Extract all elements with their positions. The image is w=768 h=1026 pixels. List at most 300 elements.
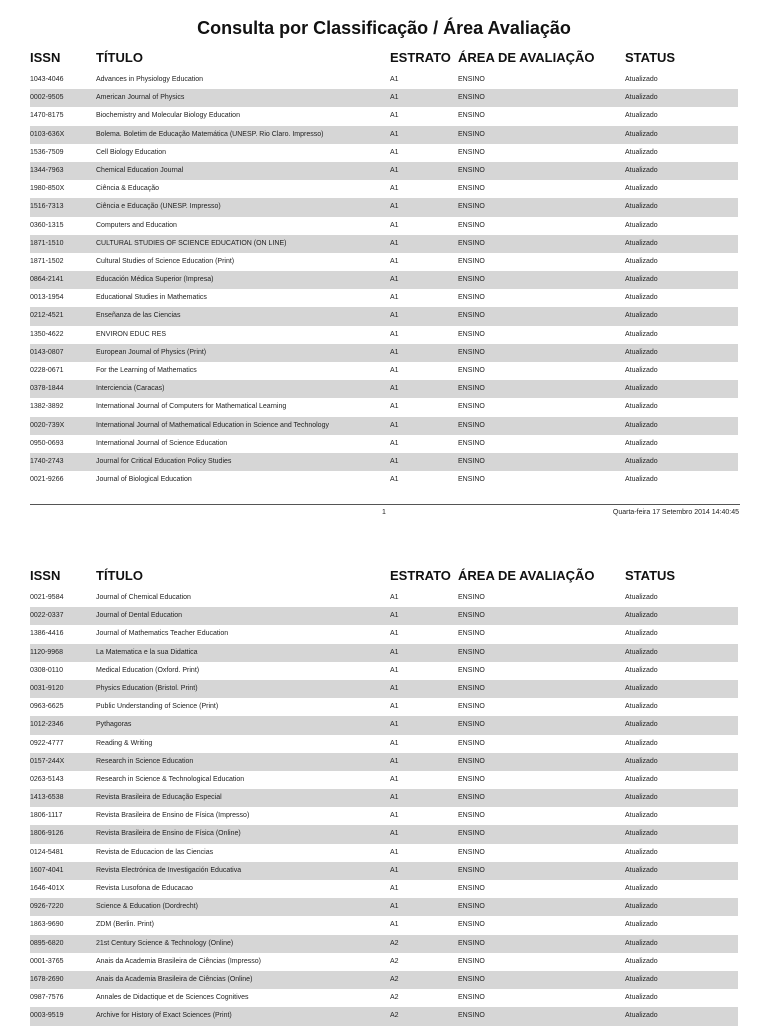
cell-area: ENSINO <box>458 666 485 674</box>
cell-estrato: A1 <box>390 457 399 465</box>
cell-estrato: A1 <box>390 166 399 174</box>
table-row <box>30 607 738 625</box>
cell-area: ENSINO <box>458 1012 485 1020</box>
footer-timestamp: Quarta-feira 17 Setembro 2014 14:40:45 <box>612 509 739 516</box>
cell-status: Atualizado <box>625 594 658 601</box>
cell-estrato: A1 <box>390 594 399 601</box>
cell-estrato: A1 <box>390 648 399 656</box>
cell-issn: 1536-7509 <box>30 148 64 156</box>
cell-issn: 0950-0693 <box>30 439 64 447</box>
cell-titulo: Revista de Educacion de las Ciencias <box>96 848 214 856</box>
cell-area: ENSINO <box>458 866 485 874</box>
cell-issn: 0003-9519 <box>30 1012 64 1020</box>
cell-status: Atualizado <box>625 830 658 838</box>
cell-status: Atualizado <box>625 630 658 638</box>
cell-estrato: A1 <box>390 866 399 874</box>
table-row <box>30 235 738 253</box>
cell-titulo: Annales de Didactique et de Sciences Cognitives <box>96 994 249 1002</box>
cell-estrato: A1 <box>390 130 399 138</box>
cell-estrato: A1 <box>390 812 399 820</box>
cell-titulo: Physics Education (Bristol. Print) <box>96 684 198 692</box>
cell-status: Atualizado <box>625 476 658 484</box>
cell-titulo: Pythagoras <box>96 721 132 729</box>
cell-issn: 0020-739X <box>30 421 65 429</box>
cell-status: Atualizado <box>625 957 658 965</box>
column-header-titulo: TÍTULO <box>96 568 143 583</box>
cell-titulo: ZDM (Berlin. Print) <box>96 921 154 929</box>
cell-area: ENSINO <box>458 257 485 265</box>
cell-area: ENSINO <box>458 112 485 120</box>
cell-status: Atualizado <box>625 257 658 265</box>
cell-area: ENSINO <box>458 848 485 856</box>
cell-area: ENSINO <box>458 276 485 284</box>
table-row <box>30 971 738 989</box>
cell-status: Atualizado <box>625 330 658 338</box>
cell-status: Atualizado <box>625 421 658 429</box>
cell-status: Atualizado <box>625 385 658 393</box>
cell-estrato: A1 <box>390 421 399 429</box>
cell-area: ENSINO <box>458 457 485 465</box>
cell-titulo: Advances in Physiology Education <box>96 76 204 83</box>
table-row <box>30 662 738 680</box>
report-page-2 <box>30 566 738 1026</box>
cell-titulo: Journal of Chemical Education <box>96 594 191 601</box>
cell-status: Atualizado <box>625 348 658 356</box>
cell-status: Atualizado <box>625 648 658 656</box>
cell-area: ENSINO <box>458 385 485 393</box>
table-row <box>30 344 738 362</box>
table-row <box>30 625 738 643</box>
cell-status: Atualizado <box>625 921 658 929</box>
cell-area: ENSINO <box>458 757 485 765</box>
cell-titulo: Journal of Dental Education <box>96 612 182 620</box>
cell-status: Atualizado <box>625 312 658 320</box>
cell-area: ENSINO <box>458 312 485 320</box>
cell-area: ENSINO <box>458 794 485 802</box>
cell-issn: 1413-6538 <box>30 794 64 802</box>
column-header-area: ÁREA DE AVALIAÇÃO <box>458 50 595 65</box>
cell-estrato: A1 <box>390 848 399 856</box>
cell-issn: 0001-3765 <box>30 957 64 965</box>
table-header <box>30 48 738 70</box>
table-row <box>30 180 738 198</box>
cell-status: Atualizado <box>625 684 658 692</box>
cell-issn: 0002-9505 <box>30 94 64 102</box>
cell-area: ENSINO <box>458 367 485 374</box>
cell-issn: 0360-1315 <box>30 221 64 229</box>
cell-area: ENSINO <box>458 721 485 729</box>
cell-issn: 0263-5143 <box>30 775 64 783</box>
report-title: Consulta por Classificação / Área Avaliação <box>197 18 571 38</box>
cell-estrato: A1 <box>390 903 399 911</box>
table-row <box>30 825 738 843</box>
cell-estrato: A1 <box>390 439 399 447</box>
cell-status: Atualizado <box>625 739 658 747</box>
cell-titulo: Ciência e Educação (UNESP. Impresso) <box>96 203 221 211</box>
cell-area: ENSINO <box>458 939 485 947</box>
cell-status: Atualizado <box>625 367 658 374</box>
cell-status: Atualizado <box>625 666 658 674</box>
cell-issn: 0103-636X <box>30 130 65 138</box>
cell-estrato: A1 <box>390 757 399 765</box>
table-row <box>30 144 738 162</box>
cell-area: ENSINO <box>458 903 485 911</box>
cell-titulo: Revista Brasileira de Educação Especial <box>96 794 222 802</box>
cell-status: Atualizado <box>625 721 658 729</box>
column-header-status: STATUS <box>625 50 676 65</box>
cell-estrato: A1 <box>390 630 399 638</box>
cell-titulo: Cultural Studies of Science Education (Print) <box>96 257 235 265</box>
cell-issn: 1740-2743 <box>30 457 64 465</box>
table-row <box>30 807 738 825</box>
cell-titulo: Anais da Academia Brasileira de Ciências (Impresso) <box>96 957 261 965</box>
table-row <box>30 435 738 453</box>
cell-status: Atualizado <box>625 994 658 1002</box>
cell-issn: 1043-4046 <box>30 76 64 83</box>
cell-titulo: Chemical Education Journal <box>96 166 184 174</box>
cell-area: ENSINO <box>458 148 485 156</box>
cell-titulo: Computers and Education <box>96 221 177 229</box>
cell-area: ENSINO <box>458 294 485 302</box>
cell-status: Atualizado <box>625 439 658 447</box>
cell-titulo: International Journal of Mathematical Education in Science and Technology <box>96 421 329 429</box>
table-row <box>30 362 738 380</box>
cell-estrato: A1 <box>390 330 399 338</box>
cell-issn: 0124-5481 <box>30 848 64 856</box>
cell-issn: 1607-4041 <box>30 866 64 874</box>
cell-area: ENSINO <box>458 203 485 211</box>
table-row <box>30 844 738 862</box>
cell-estrato: A1 <box>390 294 399 302</box>
cell-area: ENSINO <box>458 885 485 892</box>
cell-titulo: Journal of Biological Education <box>96 476 192 484</box>
cell-estrato: A1 <box>390 885 399 892</box>
cell-issn: 1516-7313 <box>30 203 64 211</box>
cell-estrato: A1 <box>390 703 399 711</box>
cell-status: Atualizado <box>625 239 658 247</box>
cell-status: Atualizado <box>625 775 658 783</box>
cell-status: Atualizado <box>625 148 658 156</box>
cell-titulo: International Journal of Computers for Mathematical Learning <box>96 403 287 411</box>
cell-issn: 1646-401X <box>30 885 65 892</box>
table-row <box>30 71 738 89</box>
table-row <box>30 753 738 771</box>
cell-titulo: Biochemistry and Molecular Biology Education <box>96 112 240 120</box>
cell-issn: 0143-0807 <box>30 348 64 356</box>
column-header-issn: ISSN <box>30 50 61 65</box>
cell-titulo: Archive for History of Exact Sciences (Print) <box>96 1012 232 1020</box>
cell-titulo: Revista Brasileira de Ensino de Física (Online) <box>96 830 241 838</box>
cell-status: Atualizado <box>625 848 658 856</box>
cell-status: Atualizado <box>625 757 658 765</box>
table-row <box>30 771 738 789</box>
table-row <box>30 789 738 807</box>
table-row <box>30 326 738 344</box>
cell-issn: 1470-8175 <box>30 112 64 120</box>
table-row <box>30 1007 738 1025</box>
cell-titulo: CULTURAL STUDIES OF SCIENCE EDUCATION (ON LINE) <box>96 239 287 247</box>
cell-status: Atualizado <box>625 130 658 138</box>
cell-status: Atualizado <box>625 885 658 892</box>
cell-titulo: Bolema. Boletim de Educação Matemática (UNESP. Rio Claro. Impresso) <box>96 130 324 138</box>
cell-estrato: A1 <box>390 739 399 747</box>
cell-issn: 0031-9120 <box>30 684 64 692</box>
cell-area: ENSINO <box>458 594 485 601</box>
cell-area: ENSINO <box>458 812 485 820</box>
cell-titulo: Science & Education (Dordrecht) <box>96 903 198 911</box>
cell-estrato: A1 <box>390 775 399 783</box>
cell-estrato: A1 <box>390 148 399 156</box>
table-row <box>30 417 738 435</box>
cell-estrato: A1 <box>390 112 399 120</box>
cell-titulo: American Journal of Physics <box>96 94 185 102</box>
footer-divider <box>30 504 740 505</box>
cell-area: ENSINO <box>458 330 485 338</box>
cell-status: Atualizado <box>625 812 658 820</box>
cell-titulo: Cell Biology Education <box>96 148 167 156</box>
table-row <box>30 680 738 698</box>
cell-titulo: For the Learning of Mathematics <box>96 367 197 374</box>
table-row <box>30 698 738 716</box>
cell-titulo: Ciência & Educação <box>96 185 160 193</box>
cell-status: Atualizado <box>625 457 658 465</box>
table-row <box>30 644 738 662</box>
cell-titulo: Journal of Mathematics Teacher Education <box>96 630 229 638</box>
column-header-estrato: ESTRATO <box>390 568 451 583</box>
table-row <box>30 716 738 734</box>
cell-titulo: Revista Electrónica de Investigación Educativa <box>96 866 242 874</box>
cell-titulo: European Journal of Physics (Print) <box>96 348 207 356</box>
cell-area: ENSINO <box>458 648 485 656</box>
cell-area: ENSINO <box>458 439 485 447</box>
cell-area: ENSINO <box>458 630 485 638</box>
cell-status: Atualizado <box>625 94 658 102</box>
cell-estrato: A1 <box>390 684 399 692</box>
cell-issn: 1120-9968 <box>30 648 63 656</box>
cell-estrato: A1 <box>390 257 399 265</box>
cell-issn: 0378-1844 <box>30 385 64 393</box>
cell-area: ENSINO <box>458 957 485 965</box>
table-row <box>30 471 738 489</box>
cell-status: Atualizado <box>625 794 658 802</box>
cell-issn: 0922-4777 <box>30 739 64 747</box>
table-row <box>30 453 738 471</box>
cell-status: Atualizado <box>625 166 658 174</box>
cell-estrato: A1 <box>390 612 399 620</box>
cell-estrato: A1 <box>390 94 399 102</box>
cell-issn: 1678-2690 <box>30 975 64 983</box>
cell-titulo: Educación Médica Superior (Impresa) <box>96 276 214 284</box>
column-header-titulo: TÍTULO <box>96 50 143 65</box>
cell-issn: 1980-850X <box>30 185 65 193</box>
table-row <box>30 271 738 289</box>
cell-titulo: Research in Science & Technological Education <box>96 775 245 783</box>
cell-issn: 1350-4622 <box>30 330 64 338</box>
cell-issn: 0021-9584 <box>30 594 64 601</box>
cell-titulo: Reading & Writing <box>96 739 153 747</box>
cell-status: Atualizado <box>625 185 658 193</box>
cell-area: ENSINO <box>458 94 485 102</box>
cell-estrato: A1 <box>390 666 399 674</box>
cell-status: Atualizado <box>625 1012 658 1020</box>
cell-estrato: A1 <box>390 367 399 374</box>
table-row <box>30 989 738 1007</box>
column-header-area: ÁREA DE AVALIAÇÃO <box>458 568 595 583</box>
table-row <box>30 398 738 416</box>
cell-estrato: A2 <box>390 994 399 1002</box>
cell-status: Atualizado <box>625 866 658 874</box>
table-row <box>30 953 738 971</box>
cell-estrato: A1 <box>390 76 399 83</box>
report-page-1 <box>30 48 738 489</box>
cell-estrato: A2 <box>390 939 399 947</box>
table-row <box>30 89 738 107</box>
table-row <box>30 862 738 880</box>
table-row <box>30 126 738 144</box>
cell-titulo: ENVIRON EDUC RES <box>96 330 167 338</box>
cell-status: Atualizado <box>625 112 658 120</box>
cell-status: Atualizado <box>625 703 658 711</box>
table-row <box>30 380 738 398</box>
cell-issn: 1012-2346 <box>30 721 64 729</box>
table-row <box>30 935 738 953</box>
cell-issn: 1871-1502 <box>30 257 64 265</box>
cell-status: Atualizado <box>625 76 658 83</box>
cell-area: ENSINO <box>458 612 485 620</box>
cell-issn: 0987-7576 <box>30 994 64 1002</box>
cell-issn: 0926-7220 <box>30 903 64 911</box>
cell-estrato: A2 <box>390 957 399 965</box>
cell-area: ENSINO <box>458 975 485 983</box>
cell-issn: 0021-9266 <box>30 476 64 484</box>
cell-issn: 1863-9690 <box>30 921 64 929</box>
cell-area: ENSINO <box>458 403 485 411</box>
cell-area: ENSINO <box>458 166 485 174</box>
cell-estrato: A1 <box>390 221 399 229</box>
table-header <box>30 566 738 588</box>
table-row <box>30 289 738 307</box>
cell-status: Atualizado <box>625 276 658 284</box>
cell-issn: 1382-3892 <box>30 403 64 411</box>
cell-status: Atualizado <box>625 294 658 302</box>
table-body <box>30 589 738 1026</box>
cell-area: ENSINO <box>458 476 485 484</box>
table-row <box>30 198 738 216</box>
cell-area: ENSINO <box>458 421 485 429</box>
footer-page-number: 1 <box>382 509 386 516</box>
cell-area: ENSINO <box>458 775 485 783</box>
cell-titulo: Research in Science Education <box>96 757 194 765</box>
table-body <box>30 71 738 489</box>
cell-estrato: A1 <box>390 921 399 929</box>
cell-area: ENSINO <box>458 76 485 83</box>
cell-titulo: Revista Lusofona de Educacao <box>96 885 193 892</box>
cell-titulo: Interciencia (Caracas) <box>96 385 165 393</box>
table-row <box>30 735 738 753</box>
cell-status: Atualizado <box>625 403 658 411</box>
table-row <box>30 916 738 934</box>
cell-titulo: Journal for Critical Education Policy Studies <box>96 457 232 465</box>
cell-area: ENSINO <box>458 684 485 692</box>
table-row <box>30 217 738 235</box>
table-row <box>30 253 738 271</box>
cell-issn: 0963-6625 <box>30 703 64 711</box>
cell-titulo: Enseñanza de las Ciencias <box>96 312 181 320</box>
table-row <box>30 107 738 125</box>
cell-issn: 0013-1954 <box>30 294 64 302</box>
cell-status: Atualizado <box>625 221 658 229</box>
cell-estrato: A1 <box>390 185 399 193</box>
cell-estrato: A1 <box>390 239 399 247</box>
table-row <box>30 162 738 180</box>
column-header-status: STATUS <box>625 568 676 583</box>
cell-area: ENSINO <box>458 739 485 747</box>
cell-estrato: A1 <box>390 203 399 211</box>
cell-estrato: A1 <box>390 476 399 484</box>
cell-area: ENSINO <box>458 994 485 1002</box>
cell-titulo: Educational Studies in Mathematics <box>96 294 207 302</box>
column-header-estrato: ESTRATO <box>390 50 451 65</box>
cell-titulo: Public Understanding of Science (Print) <box>96 703 219 711</box>
cell-issn: 0308-0110 <box>30 666 63 674</box>
cell-status: Atualizado <box>625 203 658 211</box>
cell-issn: 1386-4416 <box>30 630 64 638</box>
cell-estrato: A1 <box>390 721 399 729</box>
cell-estrato: A1 <box>390 312 399 320</box>
cell-titulo: International Journal of Science Education <box>96 439 228 447</box>
cell-estrato: A1 <box>390 348 399 356</box>
cell-titulo: La Matematica e la sua Didattica <box>96 648 198 656</box>
cell-titulo: Anais da Academia Brasileira de Ciências (Online) <box>96 975 253 983</box>
cell-issn: 1806-9126 <box>30 830 64 838</box>
cell-status: Atualizado <box>625 612 658 620</box>
cell-estrato: A1 <box>390 403 399 411</box>
cell-status: Atualizado <box>625 903 658 911</box>
cell-estrato: A1 <box>390 830 399 838</box>
cell-area: ENSINO <box>458 239 485 247</box>
cell-issn: 1344-7963 <box>30 166 64 174</box>
cell-area: ENSINO <box>458 921 485 929</box>
cell-estrato: A1 <box>390 276 399 284</box>
column-header-issn: ISSN <box>30 568 61 583</box>
cell-titulo: Revista Brasileira de Ensino de Física (Impresso) <box>96 812 250 820</box>
cell-titulo: Medical Education (Oxford. Print) <box>96 666 200 674</box>
table-row <box>30 589 738 607</box>
cell-issn: 0864-2141 <box>30 276 64 284</box>
cell-area: ENSINO <box>458 221 485 229</box>
table-row <box>30 880 738 898</box>
cell-estrato: A1 <box>390 385 399 393</box>
cell-area: ENSINO <box>458 703 485 711</box>
cell-issn: 1871-1510 <box>30 239 64 247</box>
cell-area: ENSINO <box>458 185 485 193</box>
table-row <box>30 898 738 916</box>
cell-issn: 0895-6820 <box>30 939 64 947</box>
cell-issn: 0228-0671 <box>30 367 64 374</box>
cell-area: ENSINO <box>458 830 485 838</box>
table-row <box>30 307 738 325</box>
cell-area: ENSINO <box>458 348 485 356</box>
cell-estrato: A1 <box>390 794 399 802</box>
cell-issn: 0157-244X <box>30 757 65 765</box>
cell-estrato: A2 <box>390 1012 399 1020</box>
cell-status: Atualizado <box>625 939 658 947</box>
cell-issn: 0212-4521 <box>30 312 64 320</box>
cell-issn: 1806-1117 <box>30 812 63 820</box>
cell-titulo: 21st Century Science & Technology (Online) <box>96 939 234 947</box>
cell-status: Atualizado <box>625 975 658 983</box>
cell-estrato: A2 <box>390 975 399 983</box>
